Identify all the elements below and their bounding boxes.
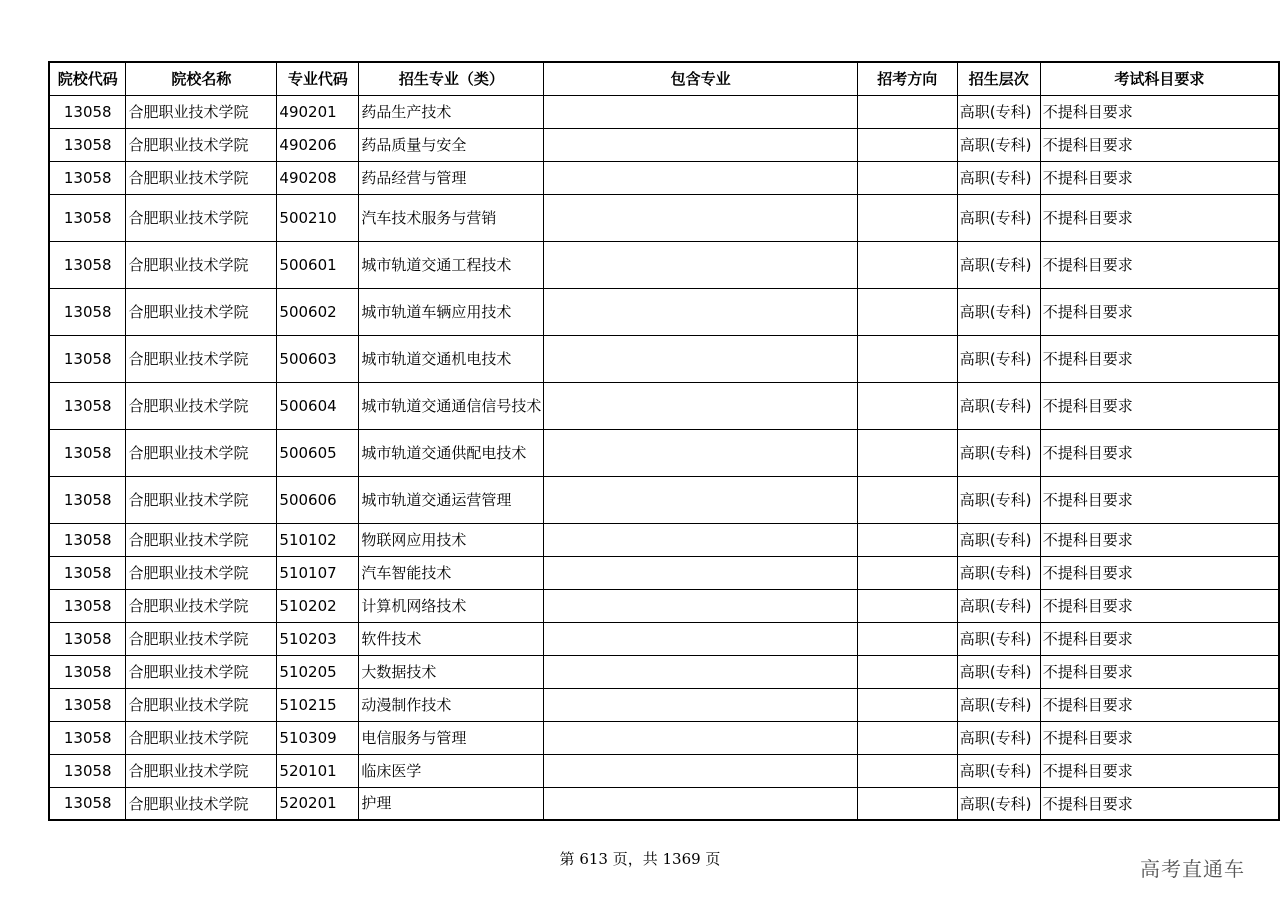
cell-direction: [857, 95, 957, 128]
cell-school-code: 13058: [49, 556, 126, 589]
cell-school-name: 合肥职业技术学院: [126, 787, 277, 820]
cell-major: 汽车智能技术: [359, 556, 544, 589]
cell-direction: [857, 688, 957, 721]
cell-major-code: 510107: [277, 556, 359, 589]
table-row: [49, 429, 1279, 476]
cell-school-name: 合肥职业技术学院: [126, 523, 277, 556]
cell-major: 城市轨道交通供配电技术: [359, 429, 544, 476]
cell-school-code: 13058: [49, 754, 126, 787]
cell-major: 护理: [359, 787, 544, 820]
admissions-table: [48, 61, 1280, 821]
cell-major-code: 510309: [277, 721, 359, 754]
cell-level: 高职(专科): [957, 429, 1040, 476]
cell-level: 高职(专科): [957, 589, 1040, 622]
cell-level: 高职(专科): [957, 128, 1040, 161]
cell-level: 高职(专科): [957, 655, 1040, 688]
cell-school-code: 13058: [49, 688, 126, 721]
header-major: 招生专业（类）: [359, 62, 544, 95]
cell-requirement: 不提科目要求: [1040, 688, 1279, 721]
cell-level: 高职(专科): [957, 688, 1040, 721]
cell-school-code: 13058: [49, 241, 126, 288]
cell-direction: [857, 787, 957, 820]
cell-direction: [857, 429, 957, 476]
table-row: [49, 128, 1279, 161]
table-row: [49, 161, 1279, 194]
cell-school-code: 13058: [49, 335, 126, 382]
cell-major-code: 500602: [277, 288, 359, 335]
table-row: [49, 721, 1279, 754]
cell-included-majors: [544, 335, 857, 382]
cell-requirement: 不提科目要求: [1040, 335, 1279, 382]
cell-direction: [857, 128, 957, 161]
cell-major: 物联网应用技术: [359, 523, 544, 556]
cell-school-code: 13058: [49, 622, 126, 655]
cell-school-name: 合肥职业技术学院: [126, 754, 277, 787]
cell-included-majors: [544, 556, 857, 589]
cell-school-code: 13058: [49, 194, 126, 241]
cell-level: 高职(专科): [957, 241, 1040, 288]
cell-school-name: 合肥职业技术学院: [126, 721, 277, 754]
table-row: [49, 655, 1279, 688]
cell-requirement: 不提科目要求: [1040, 128, 1279, 161]
cell-school-code: 13058: [49, 161, 126, 194]
cell-school-name: 合肥职业技术学院: [126, 688, 277, 721]
cell-requirement: 不提科目要求: [1040, 655, 1279, 688]
cell-level: 高职(专科): [957, 95, 1040, 128]
cell-requirement: 不提科目要求: [1040, 556, 1279, 589]
table-row: [49, 95, 1279, 128]
cell-school-name: 合肥职业技术学院: [126, 622, 277, 655]
cell-level: 高职(专科): [957, 288, 1040, 335]
cell-direction: [857, 335, 957, 382]
cell-school-name: 合肥职业技术学院: [126, 95, 277, 128]
cell-requirement: 不提科目要求: [1040, 589, 1279, 622]
cell-major-code: 500606: [277, 476, 359, 523]
cell-school-code: 13058: [49, 128, 126, 161]
cell-school-code: 13058: [49, 429, 126, 476]
table-row: [49, 589, 1279, 622]
cell-level: 高职(专科): [957, 754, 1040, 787]
cell-school-code: 13058: [49, 655, 126, 688]
table-row: [49, 194, 1279, 241]
cell-major: 城市轨道交通工程技术: [359, 241, 544, 288]
cell-requirement: 不提科目要求: [1040, 721, 1279, 754]
cell-included-majors: [544, 622, 857, 655]
table-row: [49, 622, 1279, 655]
cell-level: 高职(专科): [957, 476, 1040, 523]
cell-requirement: 不提科目要求: [1040, 787, 1279, 820]
table-row: [49, 476, 1279, 523]
cell-major: 汽车技术服务与营销: [359, 194, 544, 241]
cell-included-majors: [544, 523, 857, 556]
cell-included-majors: [544, 241, 857, 288]
cell-included-majors: [544, 161, 857, 194]
cell-included-majors: [544, 194, 857, 241]
table-row: [49, 523, 1279, 556]
cell-school-name: 合肥职业技术学院: [126, 655, 277, 688]
cell-major-code: 510205: [277, 655, 359, 688]
watermark: 高考直通车: [1140, 857, 1245, 881]
cell-major-code: 510215: [277, 688, 359, 721]
cell-included-majors: [544, 95, 857, 128]
cell-major-code: 500601: [277, 241, 359, 288]
cell-included-majors: [544, 429, 857, 476]
cell-school-code: 13058: [49, 589, 126, 622]
cell-school-code: 13058: [49, 787, 126, 820]
header-major-code: 专业代码: [277, 62, 359, 95]
cell-direction: [857, 754, 957, 787]
cell-school-name: 合肥职业技术学院: [126, 161, 277, 194]
cell-level: 高职(专科): [957, 161, 1040, 194]
cell-major-code: 490208: [277, 161, 359, 194]
header-direction: 招考方向: [857, 62, 957, 95]
cell-major: 临床医学: [359, 754, 544, 787]
cell-level: 高职(专科): [957, 523, 1040, 556]
cell-direction: [857, 556, 957, 589]
cell-direction: [857, 721, 957, 754]
cell-level: 高职(专科): [957, 787, 1040, 820]
cell-included-majors: [544, 589, 857, 622]
cell-included-majors: [544, 688, 857, 721]
cell-school-name: 合肥职业技术学院: [126, 429, 277, 476]
cell-major: 药品质量与安全: [359, 128, 544, 161]
cell-level: 高职(专科): [957, 194, 1040, 241]
cell-major-code: 500605: [277, 429, 359, 476]
cell-major-code: 500210: [277, 194, 359, 241]
table-row: [49, 241, 1279, 288]
cell-school-code: 13058: [49, 523, 126, 556]
cell-included-majors: [544, 128, 857, 161]
cell-included-majors: [544, 655, 857, 688]
page-footer: 第 613 页，共 1369 页: [559, 850, 721, 868]
cell-requirement: 不提科目要求: [1040, 622, 1279, 655]
header-level: 招生层次: [957, 62, 1040, 95]
cell-included-majors: [544, 476, 857, 523]
cell-level: 高职(专科): [957, 622, 1040, 655]
cell-school-name: 合肥职业技术学院: [126, 128, 277, 161]
cell-school-name: 合肥职业技术学院: [126, 241, 277, 288]
cell-school-name: 合肥职业技术学院: [126, 556, 277, 589]
cell-requirement: 不提科目要求: [1040, 476, 1279, 523]
header-requirement: 考试科目要求: [1040, 62, 1279, 95]
cell-major: 电信服务与管理: [359, 721, 544, 754]
cell-major-code: 510102: [277, 523, 359, 556]
cell-major-code: 520201: [277, 787, 359, 820]
cell-major: 大数据技术: [359, 655, 544, 688]
header-school-name: 院校名称: [126, 62, 277, 95]
table-row: [49, 754, 1279, 787]
cell-major: 城市轨道交通通信信号技术: [359, 382, 544, 429]
cell-school-name: 合肥职业技术学院: [126, 335, 277, 382]
header-included-majors: 包含专业: [544, 62, 857, 95]
cell-direction: [857, 288, 957, 335]
cell-requirement: 不提科目要求: [1040, 288, 1279, 335]
cell-level: 高职(专科): [957, 721, 1040, 754]
table-row: [49, 335, 1279, 382]
cell-school-name: 合肥职业技术学院: [126, 589, 277, 622]
table-row: [49, 787, 1279, 820]
cell-major: 软件技术: [359, 622, 544, 655]
cell-school-code: 13058: [49, 382, 126, 429]
cell-direction: [857, 622, 957, 655]
cell-school-code: 13058: [49, 288, 126, 335]
cell-included-majors: [544, 288, 857, 335]
cell-level: 高职(专科): [957, 556, 1040, 589]
cell-direction: [857, 241, 957, 288]
cell-requirement: 不提科目要求: [1040, 754, 1279, 787]
cell-direction: [857, 194, 957, 241]
cell-included-majors: [544, 787, 857, 820]
cell-school-code: 13058: [49, 95, 126, 128]
table-body: [49, 95, 1279, 820]
cell-direction: [857, 655, 957, 688]
cell-school-code: 13058: [49, 721, 126, 754]
cell-requirement: 不提科目要求: [1040, 194, 1279, 241]
table-row: [49, 382, 1279, 429]
cell-level: 高职(专科): [957, 335, 1040, 382]
cell-included-majors: [544, 754, 857, 787]
cell-direction: [857, 589, 957, 622]
cell-direction: [857, 523, 957, 556]
cell-school-name: 合肥职业技术学院: [126, 288, 277, 335]
cell-major-code: 510202: [277, 589, 359, 622]
cell-major-code: 520101: [277, 754, 359, 787]
cell-major-code: 500603: [277, 335, 359, 382]
cell-major-code: 500604: [277, 382, 359, 429]
table-row: [49, 688, 1279, 721]
cell-major-code: 490201: [277, 95, 359, 128]
table-row: [49, 288, 1279, 335]
cell-direction: [857, 476, 957, 523]
cell-requirement: 不提科目要求: [1040, 241, 1279, 288]
cell-school-name: 合肥职业技术学院: [126, 476, 277, 523]
cell-major-code: 510203: [277, 622, 359, 655]
cell-major: 计算机网络技术: [359, 589, 544, 622]
cell-direction: [857, 161, 957, 194]
cell-school-name: 合肥职业技术学院: [126, 382, 277, 429]
header-school-code: 院校代码: [49, 62, 126, 95]
cell-school-name: 合肥职业技术学院: [126, 194, 277, 241]
cell-major-code: 490206: [277, 128, 359, 161]
header-row: [49, 62, 1279, 95]
cell-requirement: 不提科目要求: [1040, 95, 1279, 128]
cell-major: 城市轨道交通机电技术: [359, 335, 544, 382]
cell-included-majors: [544, 721, 857, 754]
cell-requirement: 不提科目要求: [1040, 382, 1279, 429]
table-row: [49, 556, 1279, 589]
cell-major: 城市轨道交通运营管理: [359, 476, 544, 523]
cell-major: 动漫制作技术: [359, 688, 544, 721]
cell-major: 药品经营与管理: [359, 161, 544, 194]
cell-requirement: 不提科目要求: [1040, 161, 1279, 194]
cell-school-code: 13058: [49, 476, 126, 523]
cell-requirement: 不提科目要求: [1040, 429, 1279, 476]
cell-major: 城市轨道车辆应用技术: [359, 288, 544, 335]
cell-requirement: 不提科目要求: [1040, 523, 1279, 556]
cell-level: 高职(专科): [957, 382, 1040, 429]
cell-included-majors: [544, 382, 857, 429]
cell-major: 药品生产技术: [359, 95, 544, 128]
cell-direction: [857, 382, 957, 429]
